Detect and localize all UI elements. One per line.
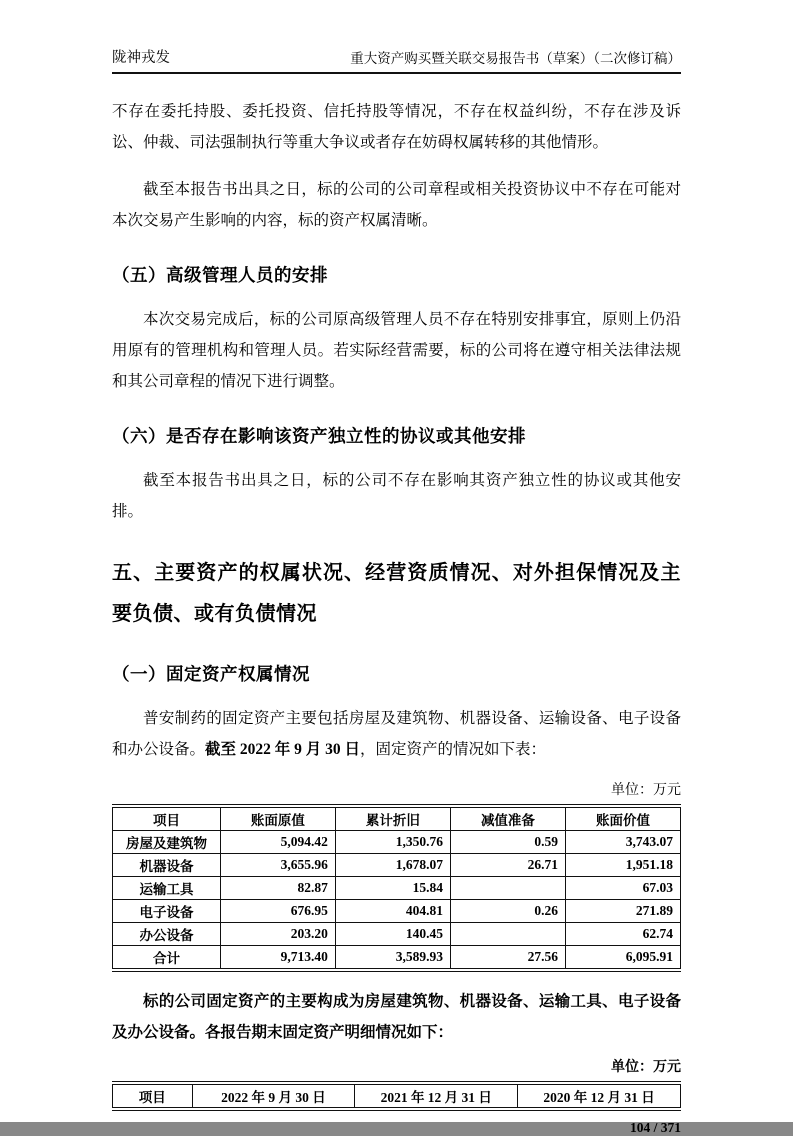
table-header-row xyxy=(113,1083,681,1109)
emphasis-date: 截至 2022 年 9 月 30 日 xyxy=(205,741,361,758)
cell-value: 1,350.76 xyxy=(335,831,450,854)
cell-value: 1,678.07 xyxy=(335,854,450,877)
header-company-name: 陇神戎发 xyxy=(112,50,170,66)
cell-value: 140.45 xyxy=(335,923,450,946)
fixed-assets-detail-table xyxy=(112,1081,681,1111)
table-total-row xyxy=(113,946,681,971)
column-header: 2020 年 12 月 31 日 xyxy=(518,1083,681,1109)
subsection-heading-1: （一）固定资产权属情况 xyxy=(112,664,310,684)
table-row xyxy=(113,877,681,900)
unit-label: 单位：万元 xyxy=(611,1060,681,1075)
column-header: 减值准备 xyxy=(450,806,565,831)
row-label: 房屋及建筑物 xyxy=(113,831,221,854)
page-number: 104 / 371 xyxy=(629,1120,681,1135)
cell-value: 676.95 xyxy=(220,900,335,923)
cell-value xyxy=(450,923,565,946)
column-header: 累计折旧 xyxy=(335,806,450,831)
cell-value: 3,743.07 xyxy=(565,831,680,854)
cell-value: 67.03 xyxy=(565,877,680,900)
row-label: 合计 xyxy=(113,946,221,971)
running-header xyxy=(112,46,681,74)
cell-value: 26.71 xyxy=(450,854,565,877)
cell-value: 9,713.40 xyxy=(220,946,335,971)
table-row xyxy=(113,831,681,854)
table-row xyxy=(113,854,681,877)
column-header: 项目 xyxy=(113,806,221,831)
paragraph-bold: 标的公司固定资产的主要构成为房屋建筑物、机器设备、运输工具、电子设备及办公设备。各报告期末固定资产明细情况如下： xyxy=(112,993,681,1041)
cell-value: 203.20 xyxy=(220,923,335,946)
cell-value: 3,655.96 xyxy=(220,854,335,877)
cell-value: 271.89 xyxy=(565,900,680,923)
cell-value: 82.87 xyxy=(220,877,335,900)
cell-value: 0.26 xyxy=(450,900,565,923)
table-row xyxy=(113,900,681,923)
cell-value: 3,589.93 xyxy=(335,946,450,971)
cell-value: 6,095.91 xyxy=(565,946,680,971)
cell-value: 1,951.18 xyxy=(565,854,680,877)
paragraph: 本次交易完成后，标的公司原高级管理人员不存在特别安排事宜，原则上仍沿用原有的管理机构和管理人员。若实际经营需要，标的公司将在遵守相关法律法规和其公司章程的情况下进行调整。 xyxy=(112,311,681,390)
fixed-assets-table xyxy=(112,804,681,972)
cell-value: 62.74 xyxy=(565,923,680,946)
paragraph-with-emphasis xyxy=(112,703,681,765)
spacer xyxy=(112,74,681,96)
paragraph-text: 普安制药的固定资产主要包括房屋及建筑物、机器设备、运输设备、电子设备和办公设备。 xyxy=(112,710,681,758)
chapter-heading: 五、主要资产的权属状况、经营资质情况、对外担保情况及主要负债、或有负债情况 xyxy=(112,562,681,625)
row-label: 运输工具 xyxy=(113,877,221,900)
column-header: 账面价值 xyxy=(565,806,680,831)
column-header: 账面原值 xyxy=(220,806,335,831)
cell-value xyxy=(450,877,565,900)
unit-label: 单位：万元 xyxy=(611,783,681,798)
header-report-title: 重大资产购买暨关联交易报告书（草案）（二次修订稿） xyxy=(350,51,681,66)
column-header: 项目 xyxy=(113,1083,193,1109)
row-label: 机器设备 xyxy=(113,854,221,877)
paragraph-text: ，固定资产的情况如下表： xyxy=(360,741,547,758)
cell-value: 5,094.42 xyxy=(220,831,335,854)
column-header: 2021 年 12 月 31 日 xyxy=(355,1083,518,1109)
table-header-row xyxy=(113,806,681,831)
cell-value: 404.81 xyxy=(335,900,450,923)
paragraph-continuation: 不存在委托持股、委托投资、信托持股等情况，不存在权益纠纷，不存在涉及诉讼、仲裁、司法强制执行等重大争议或者存在妨碍权属转移的其他情形。 xyxy=(112,103,681,151)
table-row xyxy=(113,923,681,946)
cell-value: 15.84 xyxy=(335,877,450,900)
column-header: 2022 年 9 月 30 日 xyxy=(192,1083,355,1109)
section-heading-5: （五）高级管理人员的安排 xyxy=(112,265,328,285)
row-label: 电子设备 xyxy=(113,900,221,923)
row-label: 办公设备 xyxy=(113,923,221,946)
paragraph: 截至本报告书出具之日，标的公司不存在影响其资产独立性的协议或其他安排。 xyxy=(112,472,681,520)
cell-value: 27.56 xyxy=(450,946,565,971)
cell-value: 0.59 xyxy=(450,831,565,854)
paragraph: 截至本报告书出具之日，标的公司的公司章程或相关投资协议中不存在可能对本次交易产生影响的内容，标的资产权属清晰。 xyxy=(112,181,681,229)
section-heading-6: （六）是否存在影响该资产独立性的协议或其他安排 xyxy=(112,426,526,446)
